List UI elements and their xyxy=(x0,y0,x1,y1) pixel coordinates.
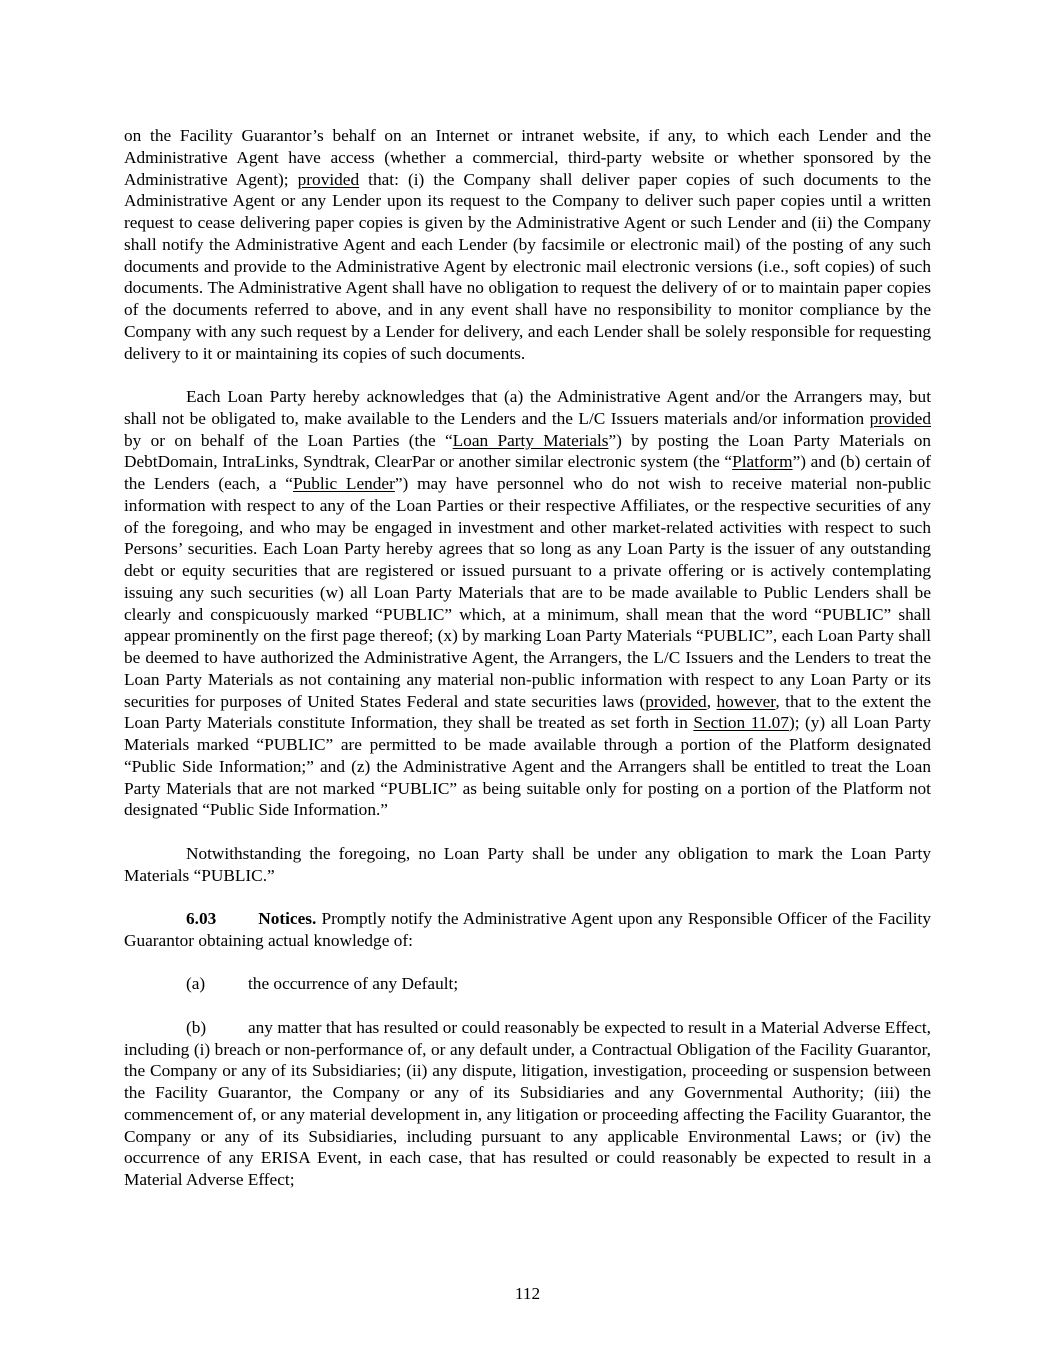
item-label: (b) xyxy=(186,1017,207,1037)
defined-term-however: however xyxy=(716,691,776,711)
text-run: ”) by posting the Loan Party Materials on DebtDomain, IntraLinks, Syndtrak, ClearPar or another similar electronic system (the “ xyxy=(124,430,931,472)
paragraph-platform-delivery xyxy=(124,125,931,364)
paragraph-loan-party-materials xyxy=(124,386,931,821)
text-run: ”) and (b) certain of the Lenders (each, a “ xyxy=(124,452,931,493)
section-notices xyxy=(124,908,931,952)
page-number: 112 xyxy=(514,1284,541,1303)
list-item xyxy=(124,1017,931,1191)
item-text: any matter that has resulted or could reasonably be expected to result in a Material Adverse Effect, including (i) breach or non-performance of, or any default under, a Contractual Obligation of the Facility Guarantor, the Company or any of its Subsidiaries; (ii) any dispute, litigation, investigation, proceeding or suspension between the Facility Guarantor, the Company or any of its Subsidiaries and any Governmental Authority; (iii) the commencement of, or any material development in, any litigation or proceeding affecting the Facility Guarantor, the Company or any of its Subsidiaries, including pursuant to any applicable Environmental Laws; or (iv) the occurrence of any ERISA Event, in each case, that has resulted or could reasonably be expected to result in a Material Adverse Effect; xyxy=(124,1017,931,1189)
text-run: Each Loan Party hereby acknowledges that (a) the Administrative Agent and/or the Arrangers may, but shall not be obligated to, make available to the Lenders and the L/C Issuers materials and/or information xyxy=(124,387,931,428)
defined-term-provided: provided xyxy=(297,169,360,189)
defined-term-loan-party-materials: Loan Party Materials xyxy=(452,430,609,450)
text-run: by or on behalf of the Loan Parties (the “ xyxy=(124,430,453,450)
text-run: ”) may have personnel who do not wish to receive material non-public information with respect to any of the Loan Parties or their respective Affiliates, or the respective securities of any of the foregoing, and who may be engaged in investment and other market-related activities with respect to such Persons’ securities. Each Loan Party hereby agrees that so long as any Loan Party is the issuer of any outstanding debt or equity securities that are registered or issued pursuant to a private offering or is actively contemplating issuing any such securities (w) all Loan Party Materials that are to be made available to Public Lenders shall be clearly and conspicuously marked “PUBLIC” which, at a minimum, shall mean that the word “PUBLIC” shall appear prominently on the first page thereof; (x) by marking Loan Party Materials “PUBLIC”, each Loan Party shall be deemed to have authorized the Administrative Agent, the Arrangers, the L/C Issuers and the Lenders to treat the Loan Party Materials as not containing any material non-public information with respect to any Loan Party or its securities for purposes of United States Federal and state securities laws ( xyxy=(124,474,932,711)
text-run: that: (i) the Company shall deliver paper copies of such documents to the Administrative Agent or any Lender upon its request to the Company to deliver such paper copies until a written request to cease delivering paper copies is given by the Administrative Agent or such Lender and (ii) the Company shall notify the Administrative Agent and each Lender (by facsimile or electronic mail) of the posting of any such documents and provide to the Administrative Agent by electronic mail electronic versions (i.e., soft copies) of such documents. The Administrative Agent shall have no obligation to request the delivery of or to maintain paper copies of the documents referred to above, and in any event shall have no responsibility to monitor compliance by the Company with any such request by a Lender for delivery, and each Lender shall be solely responsible for requesting delivery to it or maintaining its copies of such documents. xyxy=(124,169,931,363)
item-text: the occurrence of any Default; xyxy=(248,974,459,994)
text-run: Notwithstanding the foregoing, no Loan Party shall be under any obligation to mark the Loan Party Materials “PUBLIC.” xyxy=(124,843,931,885)
section-number: 6.03 xyxy=(186,909,217,928)
item-label: (a) xyxy=(186,974,206,994)
section-text: Promptly notify the Administrative Agent upon any Responsible Officer of the Facility Guarantor obtaining actual knowledge of: xyxy=(124,909,931,950)
defined-term-provided: provided xyxy=(645,691,707,711)
text-run: ); (y) all Loan Party Materials marked “PUBLIC” are permitted to be made available through a portion of the Platform designated “Public Side Information;” and (z) the Administrative Agent and the Arrangers shall be entitled to treat the Loan Party Materials that are not marked “PUBLIC” as being suitable only for posting on a portion of the Platform not designated “Public Side Information.” xyxy=(124,713,931,820)
text-run: on the Facility Guarantor’s behalf on an Internet or intranet website, if any, to which each Lender and the Administrative Agent have access (whether a commercial, third-party website or whether sponsored by the Administrative Agent); xyxy=(124,126,931,189)
section-reference: Section 11.07 xyxy=(693,713,789,733)
defined-term-public-lender: Public Lender xyxy=(292,474,395,493)
text-run: , that to the extent the Loan Party Materials constitute Information, they shall be treated as set forth in xyxy=(124,691,931,733)
paragraph-notwithstanding xyxy=(124,843,931,887)
text-run: , xyxy=(706,691,717,711)
defined-term-provided: provided xyxy=(869,408,931,428)
section-heading: Notices. xyxy=(258,909,317,928)
list-item xyxy=(124,973,931,995)
defined-term-platform: Platform xyxy=(732,452,793,472)
